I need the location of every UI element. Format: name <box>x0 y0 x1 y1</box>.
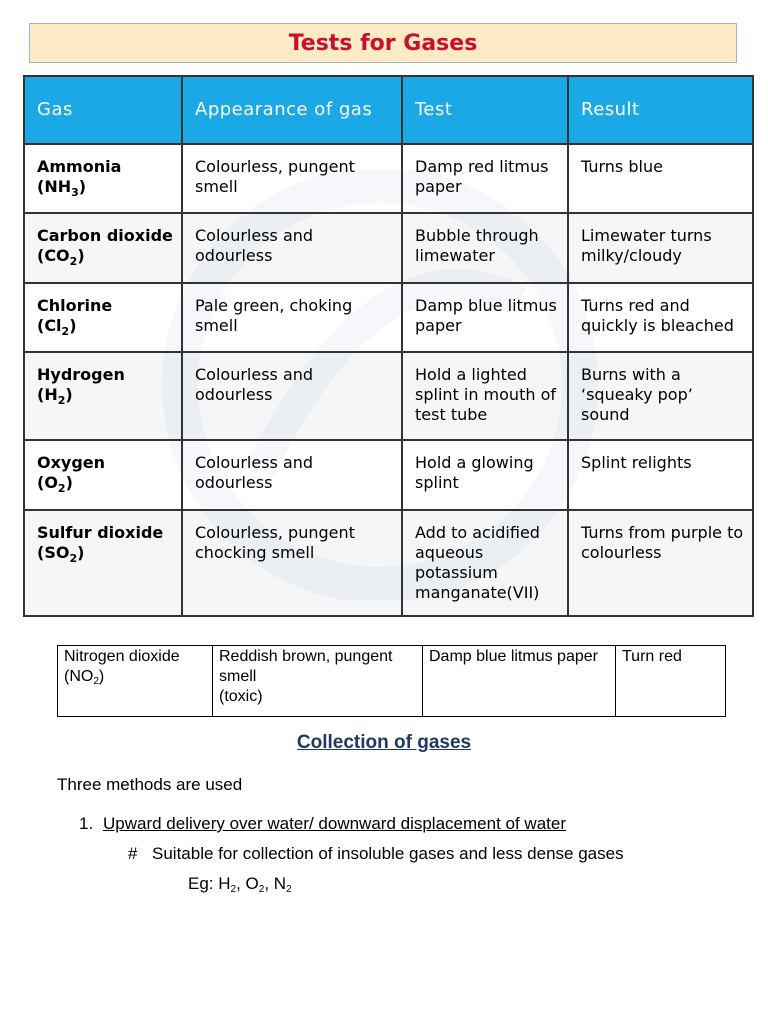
test-cell: Damp red litmus paper <box>402 144 568 213</box>
result-cell: Splint relights <box>568 440 753 510</box>
nitrogen-dioxide-table <box>57 645 726 717</box>
header-gas: Gas <box>24 76 182 144</box>
gas-formula: $(O_2)$ <box>37 473 73 495</box>
method-item <box>79 814 566 834</box>
gas-formula: $(Cl_2)$ <box>37 316 77 338</box>
test-cell: Damp blue litmus paper <box>402 283 568 352</box>
gas-cell <box>24 283 182 352</box>
appearance-cell: Colourless and odourless <box>182 440 402 510</box>
appearance-cell: Colourless and odourless <box>182 352 402 440</box>
gas-formula: $(NH_3)$ <box>37 177 87 199</box>
intro-text: Three methods are used <box>57 775 243 794</box>
gas-formula: (NO2) <box>64 668 105 687</box>
result-cell: Turns blue <box>568 144 753 213</box>
gas-cell <box>24 352 182 440</box>
gas-name: Sulfur dioxide <box>37 523 164 542</box>
method-note <box>128 844 624 864</box>
gas-formula: $(SO_2)$ <box>37 543 85 565</box>
table-row <box>24 510 753 616</box>
title-banner <box>29 23 737 63</box>
gas-name: Nitrogen dioxide <box>64 648 180 665</box>
appearance-cell: Colourless, pungent chocking smell <box>182 510 402 616</box>
test-cell: Bubble through limewater <box>402 213 568 283</box>
header-appearance: Appearance of gas <box>182 76 402 144</box>
test-cell: Add to acidified aqueous potassium manganate(VII) <box>402 510 568 616</box>
table-row <box>24 440 753 510</box>
gas-name: Hydrogen <box>37 365 125 384</box>
appearance-cell: Pale green, choking smell <box>182 283 402 352</box>
appearance-cell: Colourless and odourless <box>182 213 402 283</box>
header-result: Result <box>568 76 753 144</box>
table-row <box>24 213 753 283</box>
hash-bullet: # <box>128 844 138 863</box>
gas-cell <box>24 213 182 283</box>
gas-name: Oxygen <box>37 453 106 472</box>
table-row <box>24 144 753 213</box>
result-cell: Turns red and quickly is bleached <box>568 283 753 352</box>
gas-name: Carbon dioxide <box>37 226 173 245</box>
table-row <box>58 646 726 717</box>
method-number: 1. <box>79 814 94 833</box>
note-text: Suitable for collection of insoluble gases and less dense gases <box>152 844 624 863</box>
gas-cell <box>24 510 182 616</box>
gas-cell <box>24 144 182 213</box>
test-cell: Hold a lighted splint in mouth of test tube <box>402 352 568 440</box>
gas-tests-table <box>23 75 754 617</box>
table-row <box>24 283 753 352</box>
gas-cell <box>58 646 213 717</box>
result-cell: Turns from purple to colourless <box>568 510 753 616</box>
method-text: Upward delivery over water/ downward displacement of water <box>103 814 566 833</box>
gas-formula: $(CO_2)$ <box>37 246 85 268</box>
result-cell: Limewater turns milky/cloudy <box>568 213 753 283</box>
table-row <box>24 352 753 440</box>
gas-name: Ammonia <box>37 157 122 176</box>
table-header-row <box>24 76 753 144</box>
collection-heading: Collection of gases <box>296 732 472 753</box>
gas-name: Chlorine <box>37 296 113 315</box>
example-gases: Eg: H2, O2, N2 <box>188 874 292 895</box>
result-cell: Burns with a ‘squeaky pop’ sound <box>568 352 753 440</box>
gas-formula: $(H_2)$ <box>37 385 73 407</box>
test-cell: Damp blue litmus paper <box>423 646 616 717</box>
result-cell: Turn red <box>616 646 726 717</box>
page-title: Tests for Gases <box>288 30 478 56</box>
test-cell: Hold a glowing splint <box>402 440 568 510</box>
gas-cell <box>24 440 182 510</box>
header-test: Test <box>402 76 568 144</box>
appearance-cell: Colourless, pungent smell <box>182 144 402 213</box>
appearance-cell: Reddish brown, pungent smell (toxic) <box>213 646 423 717</box>
